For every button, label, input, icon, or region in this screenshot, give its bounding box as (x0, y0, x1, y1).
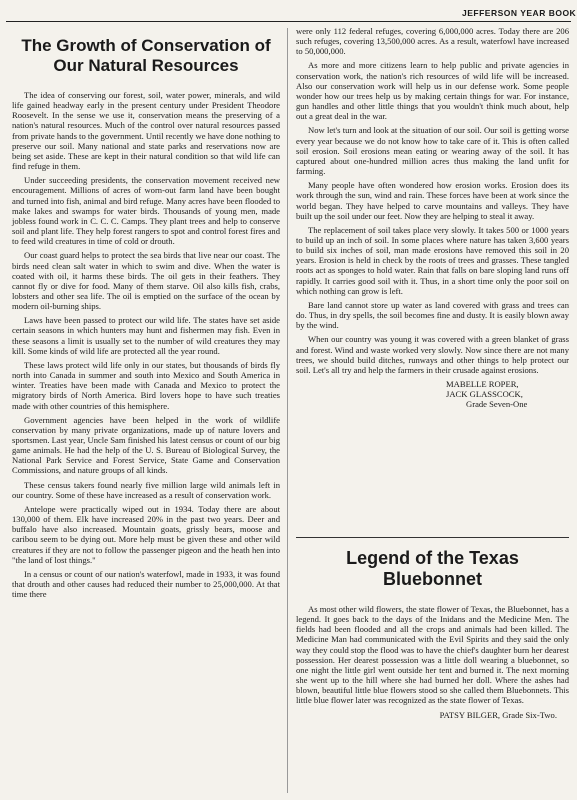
paragraph: When our country was young it was covered with a green blanket of grass and forest. Wind and waste worked very slowly. Now since there are not many trees, we should build ditches, runways and other things to help protect our soil. Let's all try and help the farmers in their crusade against erosions. (296, 334, 569, 375)
running-header: JEFFERSON YEAR BOOK (462, 8, 577, 18)
paragraph: These census takers found nearly five million large wild animals left in our country. Some of these have increased as a result of conservation work. (12, 479, 280, 500)
author-grade: Grade Seven-One (466, 399, 528, 410)
article-title-bluebonnet: Legend of the Texas Bluebonnet (346, 548, 519, 589)
paragraph: The idea of conserving our forest, soil, water power, minerals, and wild life gained headway early in the present century under President Theodore Roosevelt. In the sense we use it, conservation means the preserving of a nation's natural resources. Much of the control over natural resources passed from private hands to the government. Until recently we have done nothing to preserve our soil. Many national and state parks and reservations now are being set aside. These are kept in their natural condition so that wild life can find refuge in them. (12, 90, 281, 172)
paragraph: As more and more citizens learn to help public and private agencies in conservation work, the nation's rich resources of wild life will be increased. Also our conservation work will help us in our defense work. Some people wonder how our trees help us by making certain things for war. For instance, gun handles and other little things that you wouldn't think much about, help out a great deal in the war. (296, 60, 569, 122)
author-byline: PATSY BILGER, Grade Six-Two. (439, 709, 557, 720)
column-divider (287, 28, 288, 793)
paragraph: Bare land cannot store up water as land covered with grass and trees can do. Thus, in dry spells, the soil becomes fine and dusty. It is easily blown away by the wind. (296, 299, 569, 331)
author-name: MABELLE ROPER, (446, 379, 519, 389)
paragraph: were only 112 federal refuges, covering 6,000,000 acres. Today there are 206 such refuges, covering 13,500,000 acres. As a result, waterfowl have increased to 50,000,000. (296, 26, 569, 57)
paragraph: Antelope were practically wiped out in 1934. Today there are about 130,000 of them. Elk have increased 20% in the past two years. Deer and buffalo have also increased. Mountain goats, grissly bears, moose and caribou seem to be dying out. More help must be given these and other wild creatures if they are not to follow the passenger pigeon and the heath hen into "the land of lost things." (12, 503, 280, 565)
author-byline (296, 379, 569, 410)
paragraph: Our coast guard helps to protect the sea birds that live near our coast. The birds need clean salt water in which to swim and dive. When the water is coated with oil, it harms these birds. The oil gets in their feathers. They cannot fly or dive for food. Many of them starve. Oil also kills fish, crabs, lobsters and other sea life. The oil is emptied on the surface of the ocean by modern oil-burning ships. (12, 250, 280, 312)
paragraph: These laws protect wild life only in our states, but thousands of birds fly north into Canada in summer and south into Mexico and South America in winter. Treaties have been made with Canada and Mexico to protect the migratory birds of North America. Bird lovers hope to have such treaties made with other countries of this hemisphere. (12, 359, 280, 411)
article-title-conservation: The Growth of Conservation of Our Natural Resources (21, 36, 271, 75)
paragraph: Now let's turn and look at the situation of our soil. Our soil is getting worse every year because we do not know how to take care of it. This is often called soil erosion. Soil erosions mean eating or wearing away of the soil. It has captured about one-hundred million acres thus making the land unfit for farming. (296, 125, 569, 177)
paragraph: In a census or count of our nation's waterfowl, made in 1933, it was found that drouth and other causes had reduced their number to 25,000,000. At that time there (12, 568, 280, 600)
paragraph: Government agencies have been helped in the work of wildlife conservation by many private organizations, made up of nature lovers and sportsmen. Last year, Uncle Sam finished his latest census or count of our big game animals. He had the help of the U. S. Bureau of Biological Survey, the National Park Service and Forest Service, State Game and Conservation Commissions, and nature groups of all kinds. (12, 414, 280, 476)
paragraph: Many people have often wondered how erosion works. Erosion does its work through the sun, wind and rain. These forces have been at work since the world began. They have helped to carve mountains and valleys. They have built up the soil under our feet. Now they are helping to steal it away. (296, 180, 569, 221)
right-column (296, 26, 569, 410)
paragraph: Under succeeding presidents, the conservation movement received new encouragement. Millions of acres of worn-out farm land have been bought and turned into fish, animal and bird refuge. Many acres have been flooded to make lakes and swamps for water birds. Thousands of young men, made jobless found work in C. C. C. Camps. They plant trees and help to conserve soil and plant life. They help forest rangers to spot and control forest fires and to feed wild creatures in time of cold or drouth. (12, 175, 280, 247)
paragraph: Laws have been passed to protect our wild life. The states have set aside certain seasons in which hunters may hunt and fishermen may fish. Even in these seasons a limit is usually set to the number of wild creatures they may kill. Some kinds of wild life are protected all the year round. (12, 315, 280, 356)
bluebonnet-article (296, 531, 569, 720)
author-name: JACK GLASSCOCK, (446, 389, 523, 400)
header-rule (6, 21, 571, 22)
left-column (12, 32, 280, 603)
paragraph: The replacement of soil takes place very slowly. It takes 500 or 1000 years to build up an inch of soil. In some places where nature has taken 3,600 years to build six inches of soil, man made erosions have removed this soil in 20 years. Erosion is held in check by the roots of trees and grasses. These tangled roots act as sponges to hold water. Rain that falls on bare sloping land runs off rapidly. It carries good soil with it. Thus, in a short time only the poor soil on which nothing can grow is left. (296, 224, 569, 296)
paragraph: As most other wild flowers, the state flower of Texas, the Bluebonnet, has a legend. It goes back to the days of the Inidans and the Medicine Men. The fields had been flooded and all the crops and animals had been killed. The Medicine Man had communicated with the Evil Spirits and they said the only way they could stop the flood was to have the chief's daughter burn her dearest possession. Her dearest possession was a little doll wearing a bluebonnet, so one night the little girl went outside her tent and burned it. The next morning she went up to the hill where she had burned her doll. Where the ashes had blown, beautiful little blue flowers stood so she called them Bluebonnets. This little blue flower later was recognized as the state flower of Texas. (296, 604, 569, 706)
section-divider (296, 537, 569, 538)
